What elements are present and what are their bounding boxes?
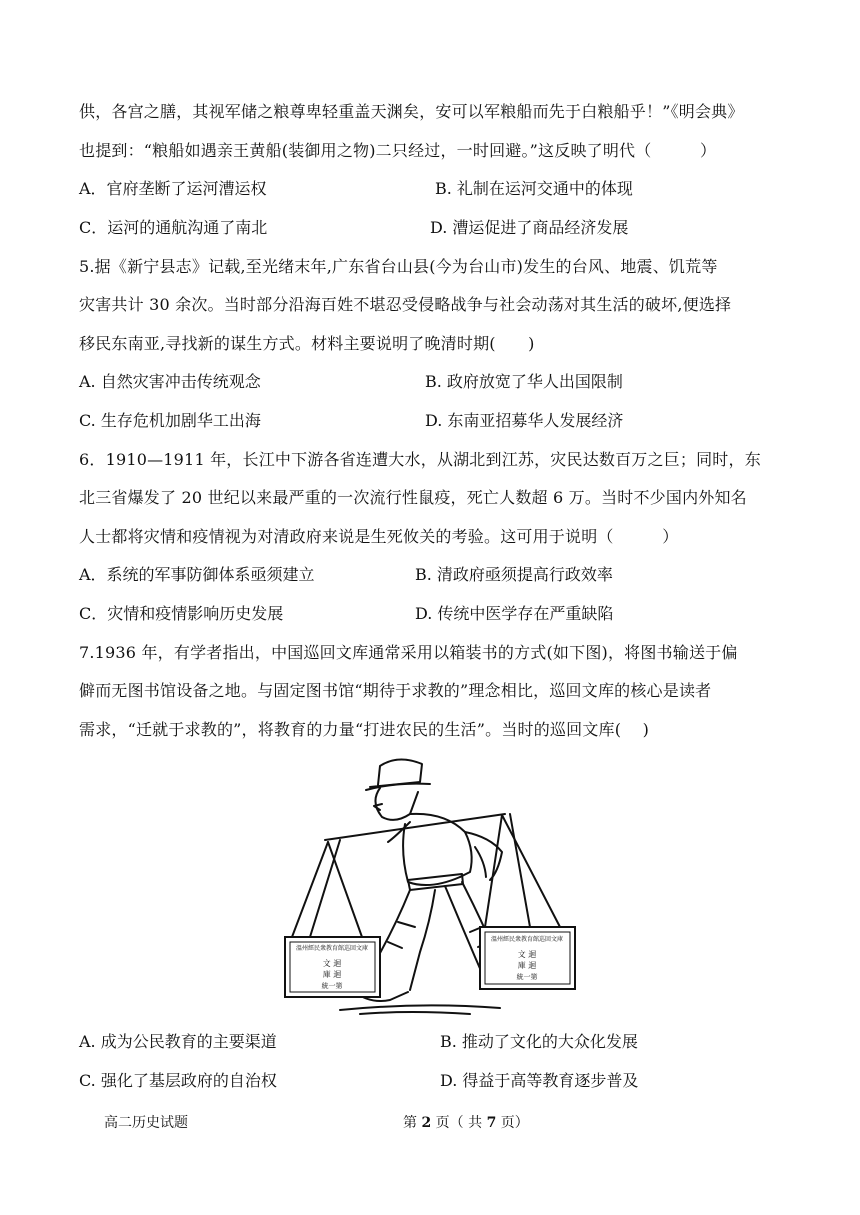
- q7-option-c[interactable]: C. 强化了基层政府的自治权: [79, 1071, 277, 1090]
- q6-option-a[interactable]: A．系统的军事防御体系亟须建立: [79, 565, 315, 584]
- q6-stem-line-1: 6．1910—1911 年，长江中下游各省连遭大水，从湖北到江苏，灾民达数百万之巨；同时，东: [79, 450, 761, 469]
- left-box-label: 文 迴: [322, 959, 342, 968]
- q7-stem-line-3: 需求，“迁就于求教的”，将教育的力量“打进农民的生活”。当时的巡回文库( ): [79, 720, 650, 739]
- footer-page-number: [403, 1113, 529, 1133]
- q5-stem-line-1: 5.据《新宁县志》记载,至光绪末年,广东省台山县(今为台山市)发生的台风、地震、饥荒等: [79, 257, 718, 276]
- q5-option-a[interactable]: A. 自然灾害冲击传统观念: [79, 372, 261, 391]
- q5-option-d[interactable]: D. 东南亚招募华人发展经济: [425, 411, 624, 430]
- footer-page-mid: 页（ 共: [435, 1115, 483, 1131]
- footer-current-page: 2: [421, 1115, 432, 1131]
- footer-exam-title: 高二历史试题: [104, 1115, 188, 1131]
- q4-option-a[interactable]: A．官府垄断了运河漕运权: [79, 179, 267, 198]
- traveling-library-illustration: [270, 752, 590, 1022]
- right-box-header-text: 溫州經民衆教育館巡回文庫: [490, 936, 564, 943]
- right-book-box: [480, 927, 575, 989]
- q5-stem-line-3: 移民东南亚,寻找新的谋生方式。材料主要说明了晚清时期( ): [79, 334, 535, 353]
- footer-total-pages: 7: [486, 1115, 497, 1131]
- q4-stem-line-2: 也提到：“粮船如遇亲王黄船(装御用之物)二只经过，一时回避。”这反映了明代（ ）: [79, 141, 717, 160]
- left-box-header-text: 溫州經民衆教育館巡回文庫: [295, 945, 369, 952]
- q6-option-c[interactable]: C．灾情和疫情影响历史发展: [79, 604, 284, 623]
- q7-stem-line-2: 僻而无图书馆设备之地。与固定图书馆“期待于求教的”理念相比，巡回文库的核心是读者: [79, 681, 712, 700]
- q5-stem-line-2: 灾害共计 30 余次。当时部分沿海百姓不堪忍受侵略战争与社会动荡对其生活的破坏,便选择: [79, 295, 732, 314]
- q6-option-d[interactable]: D. 传统中医学存在严重缺陷: [415, 604, 614, 623]
- q6-option-b[interactable]: B. 清政府亟须提高行政效率: [415, 565, 613, 584]
- q4-option-c[interactable]: C．运河的通航沟通了南北: [79, 218, 268, 237]
- svg-text:文 迴: 文 迴: [517, 950, 537, 959]
- q7-stem-line-1: 7.1936 年，有学者指出，中国巡回文库通常采用以箱装书的方式(如下图)，将图书输送于偏: [79, 643, 738, 662]
- q5-option-b[interactable]: B. 政府放宽了华人出国限制: [425, 372, 623, 391]
- porter-with-book-boxes-image: [270, 752, 590, 1022]
- svg-text:庫 迴: 庫 迴: [517, 961, 537, 970]
- q7-option-b[interactable]: B. 推动了文化的大众化发展: [440, 1032, 638, 1051]
- left-book-box: [285, 937, 380, 997]
- q4-stem-line-1: 供，各宫之膳，其视军储之粮尊卑轻重盖天渊矣，安可以军粮船而先于白粮船乎！”《明会典》: [79, 102, 744, 121]
- svg-text:庫 迴: 庫 迴: [322, 970, 342, 979]
- q4-option-d[interactable]: D. 漕运促进了商品经济发展: [430, 218, 629, 237]
- footer-page-end: 页）: [500, 1115, 529, 1131]
- q6-stem-line-3: 人士都将灾情和疫情视为对清政府来说是生死攸关的考验。这可用于说明（ ）: [79, 527, 679, 546]
- q4-option-b[interactable]: B. 礼制在运河交通中的体现: [435, 179, 633, 198]
- q7-option-d[interactable]: D. 得益于高等教育逐步普及: [440, 1071, 639, 1090]
- q5-option-c[interactable]: C. 生存危机加剧华工出海: [79, 411, 261, 430]
- q6-stem-line-2: 北三省爆发了 20 世纪以来最严重的一次流行性鼠疫，死亡人数超 6 万。当时不少国内外知名: [79, 488, 747, 507]
- svg-text:統一第: 統一第: [321, 982, 343, 990]
- footer-page-label: 第: [403, 1115, 417, 1131]
- q7-option-a[interactable]: A. 成为公民教育的主要渠道: [79, 1032, 277, 1051]
- svg-text:統一第: 統一第: [516, 973, 538, 981]
